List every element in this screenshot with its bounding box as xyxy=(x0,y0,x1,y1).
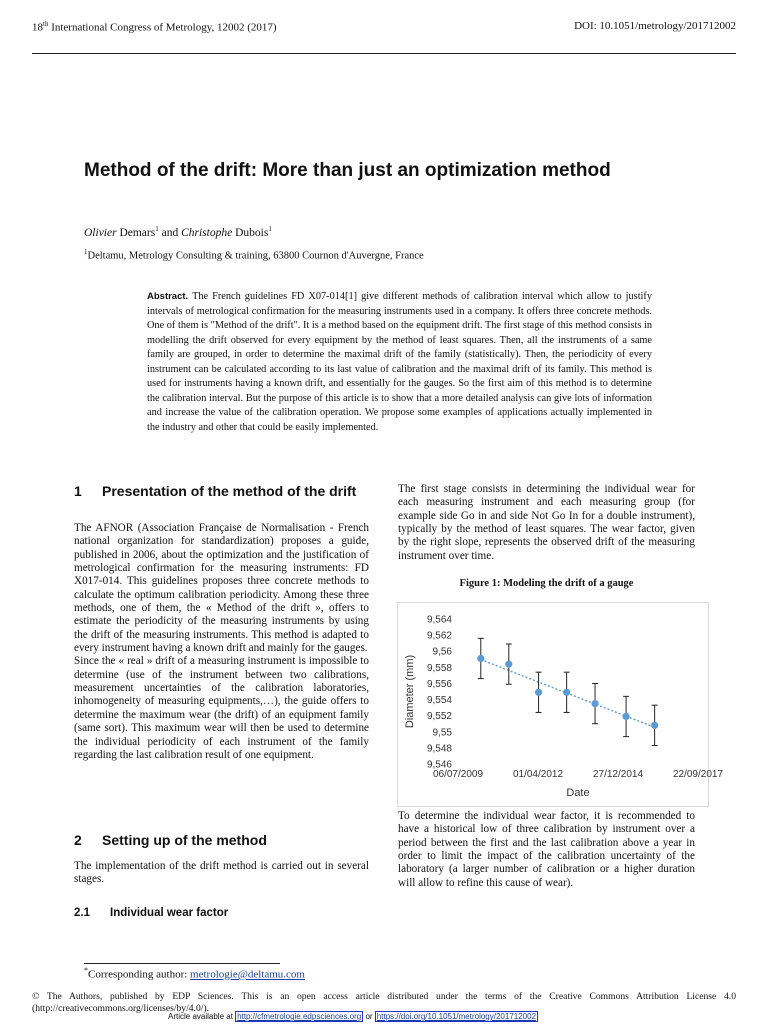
y-tick-label: 9,564 xyxy=(426,614,452,626)
x-tick-label: 22/09/2017 xyxy=(672,769,724,780)
author2-last-name: Dubois xyxy=(232,226,269,239)
corresponding-email-link[interactable]: metrologie@deltamu.com xyxy=(190,968,305,981)
y-tick-label: 9,552 xyxy=(426,711,452,723)
y-tick-label: 9,562 xyxy=(426,630,452,642)
section-1-number: 1 xyxy=(74,483,82,499)
y-tick-label: 9,548 xyxy=(426,743,452,755)
license-notice: © The Authors, published by EDP Sciences. This is an open access article distributed under the terms of the Creative Commons Attribution License 4.0 (http://creativecommons.org/licenses/by/4.0/). xyxy=(32,991,736,1014)
x-axis-title: Date xyxy=(566,787,590,799)
running-header-left xyxy=(32,20,277,34)
x-tick-label: 27/12/2014 xyxy=(592,769,644,780)
figure-1-chart xyxy=(397,602,724,807)
subsection-2-1-heading xyxy=(74,907,228,919)
figure-1-caption: Figure 1: Modeling the drift of a gauge xyxy=(459,578,634,589)
footnote-rule xyxy=(84,963,280,964)
author-conjunction: and xyxy=(158,226,182,239)
author-line xyxy=(84,225,272,239)
abstract-label: Abstract. xyxy=(147,291,189,302)
right-column-paragraph-1: The first stage consists in determining the individual wear for each measuring instrument and each measuring group (for example side Go in and side Not Go In for a double instrument), typically by the method of least squares. The wear factor, given by the right slope, represents the observed drift of the measuring instrument over time. xyxy=(398,483,695,562)
header-conference: International Congress of Metrology, 12002 (2017) xyxy=(48,21,277,34)
right-column-paragraph-2: To determine the individual wear factor, it is recommended to have a historical low of three calibration by instrument over a period between the first and the last calibration above a year in order to limit the impact of the calibration uncertainty of the laboratory (a larger number of calibration or a higher duration will allow to refine this cause of wear). xyxy=(398,810,695,889)
availability-prefix: Article available at xyxy=(168,1012,236,1021)
y-tick-label: 9,56 xyxy=(432,646,452,658)
y-tick-label: 9,556 xyxy=(426,678,452,690)
doi-link[interactable]: https://doi.org/10.1051/metrology/201712002 xyxy=(376,1012,537,1021)
running-header-doi: DOI: 10.1051/metrology/201712002 xyxy=(574,20,736,32)
footnote-mark: * xyxy=(84,966,88,975)
data-point xyxy=(591,700,598,707)
paper-title: Method of the drift: More than just an optimization method xyxy=(84,160,611,181)
section-2-paragraph: The implementation of the drift method is carried out in several stages. xyxy=(74,860,369,886)
section-2-title: Setting up of the method xyxy=(102,832,267,848)
author1-last-name: Demars xyxy=(116,226,156,239)
y-tick-label: 9,546 xyxy=(426,759,452,771)
abstract-text: The French guidelines FD X07-014[1] give different methods of calibration interval which allow to justify intervals of metrological confirmation for the measuring instruments used in a company. It offers three concrete methods. One of them is "Method of the drift". It is a method based on the equipment drift. The first stage of this method consists in modelling the drift observed for every equipment by the method of least squares. Then, all the instruments of a same family are grouped, in order to determine the maximal drift of the family (statistically). Then, the periodicity of every instrument can be calculated according to its last value of calibration and the maximal drift of its family. This method is used for instruments having a known drift, and essentially for the gauges. So the first aim of this method is to determine the calibration interval. But the purpose of this article is to show that a more detailed analysis can give lots of information and increase the value of the calibration operation. We propose some examples of applications actually implemented in the industry and other that could be easily implemented. xyxy=(147,291,652,433)
footnote xyxy=(84,966,305,981)
x-tick-label: 06/07/2009 xyxy=(432,769,484,780)
author1-first-name: Olivier xyxy=(84,226,117,239)
affiliation-mark: 1 xyxy=(84,248,88,256)
affiliation-text: Deltamu, Metrology Consulting & training, 63800 Cournon d'Auvergne, France xyxy=(87,250,424,262)
y-tick-label: 9,55 xyxy=(432,727,452,739)
header-ordinal-suffix: th xyxy=(43,20,49,28)
availability-or: or xyxy=(363,1012,375,1021)
section-1-title: Presentation of the method of the drift xyxy=(102,483,357,499)
section-1-paragraph-1: The AFNOR (Association Française de Normalisation - French national organization for standardization) proposes a guide, published in 2006, about the optimization and the justification of metrological confirmation for the measuring instruments: FD X017-014. This guidelines proposes three concrete methods to calculate the optimum calibration periodicity. Among these three methods, one of them, the « Method of the drift », offers to estimate the periodicity of the measuring instruments by using the drift of the measuring instruments. This method is adapted to every instrument having a known drift and mainly for the gauges. xyxy=(74,522,369,655)
x-tick-label: 01/04/2012 xyxy=(512,769,564,780)
section-2-number: 2 xyxy=(74,832,82,848)
data-point xyxy=(563,689,570,696)
y-tick-label: 9,558 xyxy=(426,662,452,674)
section-2-heading xyxy=(74,832,374,849)
subsection-2-1-title: Individual wear factor xyxy=(110,907,229,919)
affiliation xyxy=(84,248,424,262)
footnote-label: Corresponding author: xyxy=(88,968,191,981)
author2-affil-mark: 1 xyxy=(268,225,272,233)
journal-site-link[interactable]: http://cfmetrologie.edpsciences.org xyxy=(237,1012,362,1021)
y-axis-title: Diameter (mm) xyxy=(404,654,416,729)
section-1-paragraph-2: Since the « real » drift of a measuring instrument is impossible to determine (use of the instrument between two calibrations, measurement uncertainties of the calibration laboratories, inhomogeneity of measuring equipments,…), the guide offers to determine the maximum wear (the drift) of an equipment family (same sort). This maximum wear will then be used to determine the individual periodicity of each instrument of the family regarding the last calibration result of one equipment. xyxy=(74,655,369,761)
data-point xyxy=(535,689,542,696)
header-ordinal: 18 xyxy=(32,21,43,34)
data-point xyxy=(477,655,484,662)
section-1-heading xyxy=(74,483,374,500)
subsection-2-1-number: 2.1 xyxy=(74,907,90,919)
y-tick-label: 9,554 xyxy=(426,695,452,707)
section-1-body xyxy=(74,522,369,762)
data-point xyxy=(622,713,629,720)
author1-affil-mark: 1 xyxy=(155,225,159,233)
availability-line xyxy=(168,1012,538,1021)
abstract xyxy=(147,290,652,435)
drift-chart-svg xyxy=(398,603,724,806)
author2-first-name: Christophe xyxy=(181,226,233,239)
data-point xyxy=(651,722,658,729)
header-rule xyxy=(32,53,736,54)
data-point xyxy=(505,661,512,668)
